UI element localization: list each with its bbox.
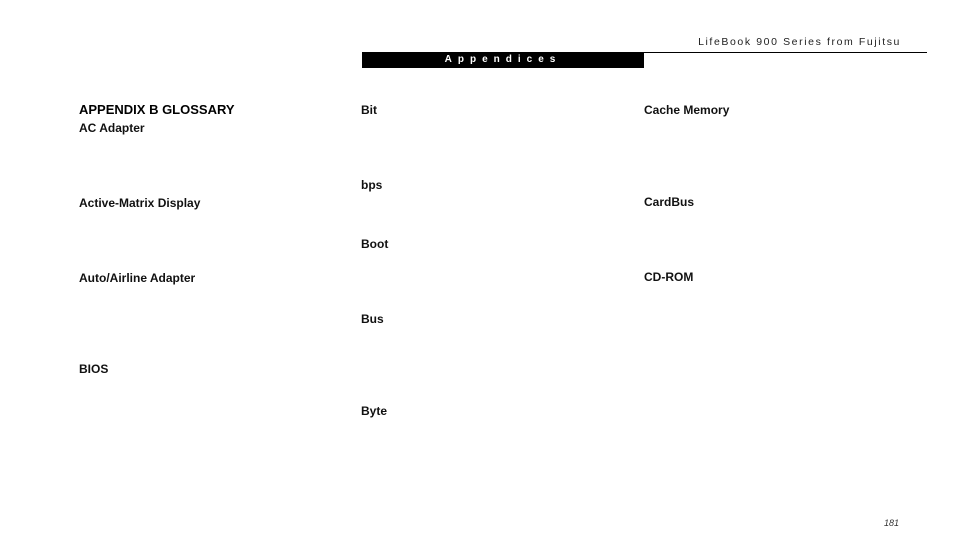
running-head-title: LifeBook 900 Series from Fujitsu <box>698 36 901 48</box>
page-number: 181 <box>884 518 900 528</box>
glossary-term-byte: Byte <box>361 404 388 418</box>
glossary-term-cardbus: CardBus <box>644 195 695 209</box>
glossary-term-bit: Bit <box>361 103 377 117</box>
glossary-term-bios: BIOS <box>79 362 109 376</box>
glossary-term-boot: Boot <box>361 237 389 251</box>
appendix-heading: APPENDIX B GLOSSARY <box>79 102 235 117</box>
glossary-term-ac-adapter: AC Adapter <box>79 121 145 135</box>
glossary-term-cd-rom: CD-ROM <box>644 270 694 284</box>
section-label-bar: Appendices <box>362 52 644 68</box>
glossary-term-bus: Bus <box>361 312 384 326</box>
glossary-term-cache-memory: Cache Memory <box>644 103 730 117</box>
glossary-term-auto-airline-adapter: Auto/Airline Adapter <box>79 271 196 285</box>
glossary-term-active-matrix-display: Active-Matrix Display <box>79 196 201 210</box>
header-rule <box>644 52 927 53</box>
glossary-term-bps: bps <box>361 178 383 192</box>
